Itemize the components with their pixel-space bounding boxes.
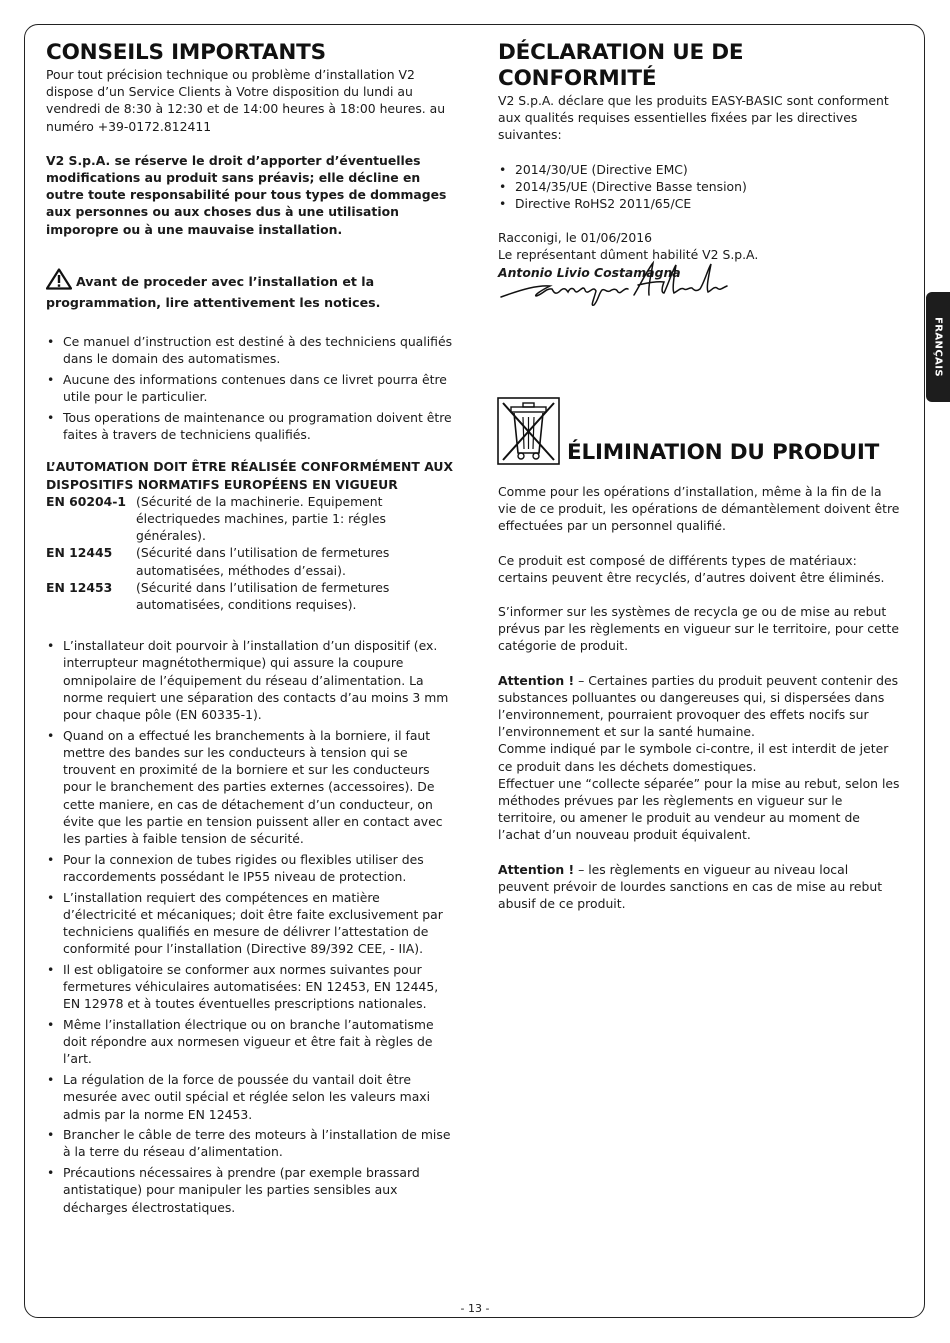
page-number: - 13 - — [460, 1302, 490, 1315]
attention-label: Attention ! — [498, 672, 575, 688]
list-item: • Aucune des informations contenues dans ce livret pourra être utile pour le particulier. — [46, 371, 456, 405]
weee-bin-icon — [497, 397, 560, 469]
heading-declaration: DÉCLARATION UE DE CONFORMITÉ — [498, 40, 744, 91]
language-tab-label: FRANÇAIS — [932, 317, 944, 377]
disposal-section — [498, 483, 903, 912]
signatory-name: Antonio Livio Costamagna — [498, 264, 681, 280]
standard-row — [46, 544, 456, 578]
warning-text: Avant de proceder avec l’installation et la programmation, lire attentivement les notices. — [46, 273, 381, 311]
place-date: Racconigi, le 01/06/2016 — [498, 230, 653, 246]
disposal-paragraph: S’informer sur les systèmes de recycla ge ou de mise au rebut prévus par les règlements en vigueur sur le territoire, pour cette catégorie de produit. — [498, 604, 899, 654]
directives-list — [498, 161, 903, 213]
list-item: • Ce manuel d’instruction est destiné à des techniciens qualifiés dans le domain des automatismes. — [46, 333, 456, 367]
standard-code: EN 60204-1 — [46, 493, 127, 509]
list-item: • Tous operations de maintenance ou programation doivent être faites à travers de techniciens qualifiés. — [46, 409, 456, 443]
disclaimer: V2 S.p.A. se réserve le droit d’apporter d’éventuelles modifications au produit sans préavis; elle décline en outre toute responsabilité pour tous types de dommages aux personnes ou aux choses dus à une utilisation imporopre ou à une mauvaise installation. — [46, 152, 447, 237]
list-item: • Pour la connexion de tubes rigides ou flexibles utiliser des raccordements possédant le IP55 niveau de protection. — [46, 851, 456, 885]
disposal-paragraph: Comme pour les opérations d’installation, même à la fin de la vie de ce produit, les opérations de démantèlement doivent être effectuées par un personnel qualifié. — [498, 484, 900, 534]
disposal-paragraph: Ce produit est composé de différents types de matériaux: certains peuvent être recyclés, d’autres doivent être éliminés. — [498, 552, 885, 585]
list-item: • La régulation de la force de poussée du vantail doit être mesurée avec outil spécial et réglée selon les valeurs maxi admis par la norme EN 12453. — [46, 1071, 456, 1123]
standard-code: EN 12453 — [46, 579, 113, 595]
standard-code: EN 12445 — [46, 545, 113, 561]
attention-text: – Certaines parties du produit peuvent contenir des substances polluantes ou dangereuses qui, si dispersées dans l’environnement, pourraient provoquer des effets nocifs sur l’environnement et sur la santé humaine. — [498, 672, 899, 740]
intro-bullets — [46, 333, 456, 443]
list-item: • Brancher le câble de terre des moteurs à l’installation de mise à la terre du réseau d’alimentation. — [46, 1126, 456, 1160]
installation-bullets — [46, 637, 456, 1216]
list-item: • Directive RoHS2 2011/65/CE — [498, 195, 903, 212]
standard-row — [46, 493, 456, 545]
list-item: • L’installateur doit pourvoir à l’installation d’un dispositif (ex. interrupteur magnétothermique) qui assure la coupure omnipolaire de l’équipement du réseau d’alimentation. La norme requiert une séparation des contacts d’au moins 3 mm pour chaque pôle (EN 60335-1). — [46, 637, 456, 723]
attention-paragraph — [498, 672, 903, 741]
warning-notice — [46, 268, 456, 311]
attention-paragraph-continued: Effectuer une “collecte séparée” pour la mise au rebut, selon les méthodes prévues par les règlements en vigueur sur le territoire, ou amener le produit au vendeur au moment de l’achat d’un nouveau produit équivalent. — [498, 775, 900, 843]
list-item: • 2014/35/UE (Directive Basse tension) — [498, 178, 903, 195]
standard-desc: (Sécurité dans l’utilisation de fermetures automatisées, conditions requises). — [136, 579, 390, 613]
signature — [498, 255, 733, 319]
heading-conseils: CONSEILS IMPORTANTS — [46, 40, 326, 65]
left-column — [46, 40, 456, 1219]
list-item: • Même l’installation électrique ou on branche l’automatisme doit répondre aux normesen vigueur et être fait à règles de l’art. — [46, 1016, 456, 1068]
list-item: • Précautions nécessaires à prendre (par exemple brassard antistatique) pour manipuler les parties sensibles aux décharges électrostatiques. — [46, 1164, 456, 1216]
standard-row — [46, 579, 456, 613]
service-info: Pour tout précision technique ou problème d’installation V2 dispose d’un Service Clients à Votre disposition du lundi au vendredi de 8:30 à 12:30 et de 14:00 heures à 18:00 heures. au numéro +39-0172.812411 — [46, 67, 446, 134]
attention-text: – les règlements en vigueur au niveau local peuvent prévoir de lourdes sanctions en cas de mise au rebut abusif de ce produit. — [498, 861, 883, 912]
standard-desc: (Sécurité de la machinerie. Equipement électriquedes machines, partie 1: régles générales). — [136, 493, 386, 544]
attention-label: Attention ! — [498, 861, 575, 877]
list-item: • Quand on a effectué les branchements à la borniere, il faut mettre des bandes sur les conducteurs à tension qui se trouvent en proximité de la borniere et sur les conducteurs pour le branchement des parties externes (accessoires). De cette maniere, en cas de détachement d’un conducteur, on évite que les partie en tension puissent aller en contact avec les parties à faible tension de sécurité. — [46, 727, 456, 847]
attention-paragraph-continued: Comme indiqué par le symbole ci-contre, il est interdit de jeter ce produit dans les déchets domestiques. — [498, 741, 889, 774]
list-item: • 2014/30/UE (Directive EMC) — [498, 161, 903, 178]
norms-heading: L’AUTOMATION DOIT ÊTRE RÉALISÉE CONFORMÉMENT AUX DISPOSITIFS NORMATIFS EUROPÉENS EN VIGUEUR — [46, 459, 454, 492]
standards-list — [46, 493, 456, 613]
heading-elimination: ÉLIMINATION DU PRODUIT — [567, 440, 880, 465]
language-tab — [926, 292, 950, 402]
standard-desc: (Sécurité dans l’utilisation de fermetures automatisées, méthodes d’essai). — [136, 545, 390, 578]
list-item: • L’installation requiert des compétences en matière d’électricité et mécaniques; doit être faite exclusivement par techniciens qualifiés en mesure de délivrer l’attestation de conformité pour l’installation (Directive 89/392 CEE, - IIA). — [46, 889, 456, 958]
representative: Le représentant dûment habilité V2 S.p.A. — [498, 247, 759, 263]
list-item: • Il est obligatoire se conformer aux normes suivantes pour fermetures véhiculaires automatisées: EN 12453, EN 12445, EN 12978 et à toutes éventuelles prescriptions nationales. — [46, 961, 456, 1013]
attention-paragraph — [498, 861, 903, 913]
declaration-intro: V2 S.p.A. déclare que les produits EASY-BASIC sont conforment aux qualités requises essentielles fixées par les directives suivantes: — [498, 93, 889, 143]
warning-icon — [46, 268, 72, 294]
right-column — [498, 40, 903, 281]
